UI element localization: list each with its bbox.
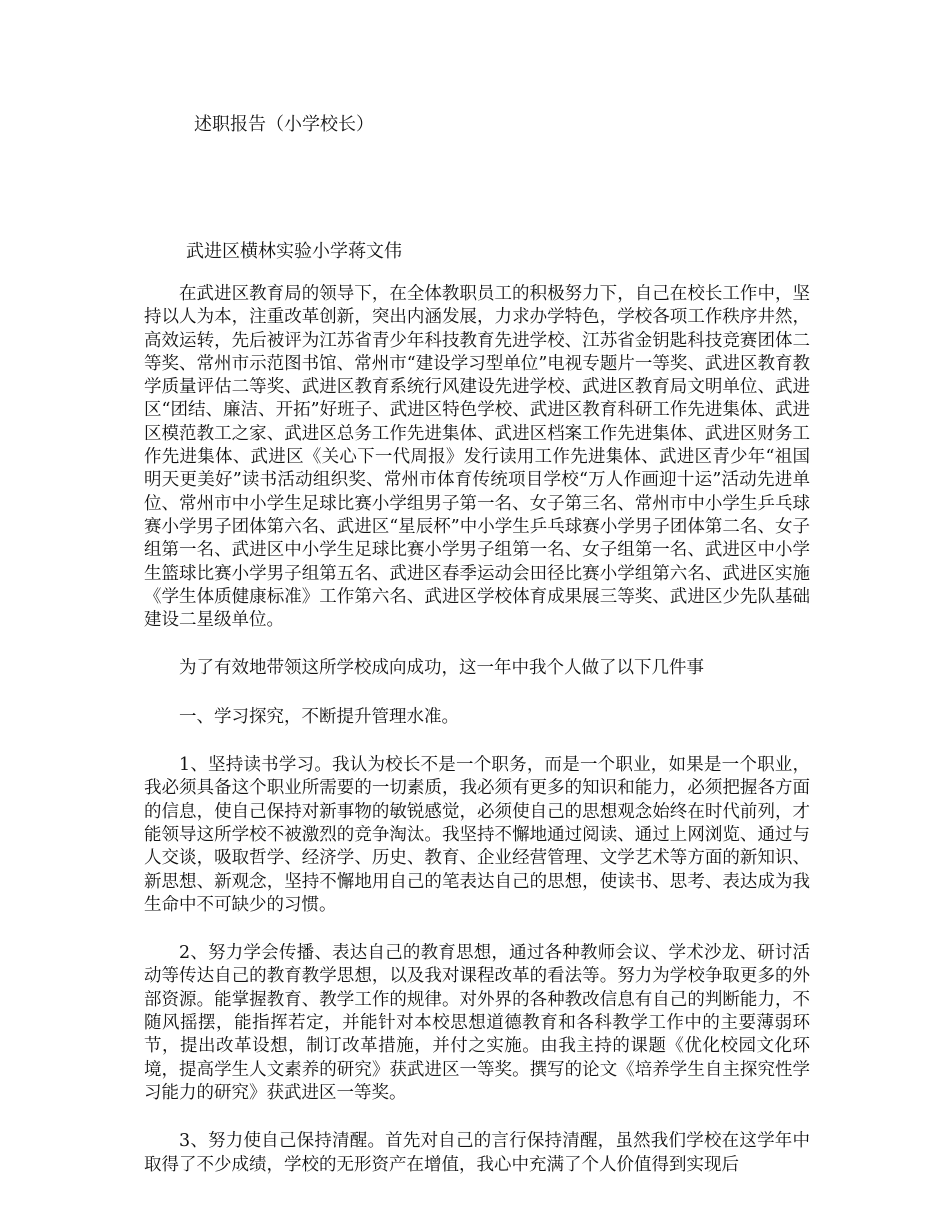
paragraph-item-3: 3、努力使自己保持清醒。首先对自己的言行保持清醒，虽然我们学校在这学年中取得了不少成绩，学校的无形资产在增值，我心中充满了个人价值得到实现后: [144, 1131, 810, 1175]
section-heading-1: 一、学习探究，不断提升管理水准。: [179, 706, 459, 727]
paragraph-summary: 为了有效地带领这所学校成向成功，这一年中我个人做了以下几件事: [179, 658, 704, 679]
paragraph-item-2: 2、努力学会传播、表达自己的教育思想，通过各种教师会议、学术沙龙、研讨活动等传达自己的教育教学思想，以及我对课程改革的看法等。努力为学校争取更多的外部资源。能掌握教育、教学工作的规律。对外界的各种教改信息有自己的判断能力，不随风摇摆，能指挥若定，并能针对本校思想道德教育和各科教学工作中的主要薄弱环节，提出改革设想，制订改革措施，并付之实施。由我主持的课题《优化校园文化环境，提高学生人文素养的研究》获武进区一等奖。撰写的论文《培养学生自主探究性学习能力的研究》获武进区一等奖。: [144, 943, 810, 1103]
document-body: [144, 283, 810, 1202]
document-title: 述职报告（小学校长）: [194, 114, 374, 135]
paragraph-intro: 在武进区教育局的领导下，在全体教职员工的积极努力下，自己在校长工作中，坚持以人为本，注重改革创新，突出内涵发展，力求办学特色，学校各项工作秩序井然，高效运转，先后被评为江苏省青少年科技教育先进学校、江苏省金钥匙科技竞赛团体二等奖、常州市示范图书馆、常州市“建设学习型单位”电视专题片一等奖、武进区教育教学质量评估二等奖、武进区教育系统行风建设先进学校、武进区教育局文明单位、武进区“团结、廉洁、开拓”好班子、武进区特色学校、武进区教育科研工作先进集体、武进区模范教工之家、武进区总务工作先进集体、武进区档案工作先进集体、武进区财务工作先进集体、武进区《关心下一代周报》发行读用工作先进集体、武进区青少年“祖国明天更美好”读书活动组织奖、常州市体育传统项目学校“万人作画迎十运”活动先进单位、常州市中小学生足球比赛小学组男子第一名、女子第三名、常州市中小学生乒乓球赛小学男子团体第六名、武进区“星辰杯”中小学生乒乓球赛小学男子团体第二名、女子组第一名、武进区中小学生足球比赛小学男子组第一名、女子组第一名、武进区中小学生篮球比赛小学男子组第五名、武进区春季运动会田径比赛小学组第六名、武进区实施《学生体质健康标准》工作第六名、武进区学校体育成果展三等奖、武进区少先队基础建设二星级单位。: [144, 284, 810, 631]
author-line: 武进区横林实验小学蒋文伟: [186, 241, 402, 262]
paragraph-item-1: 1、坚持读书学习。我认为校长不是一个职务，而是一个职业，如果是一个职业，我必须具备这个职业所需要的一切素质，我必须有更多的知识和能力，必须把握各方面的信息，使自己保持对新事物的敏锐感觉，必须使自己的思想观念始终在时代前列，才能领导这所学校不被激烈的竞争淘汰。我坚持不懈地通过阅读、通过上网浏览、通过与人交谈，吸取哲学、经济学、历史、教育、企业经营管理、文学艺术等方面的新知识、新思想、新观念，坚持不懈地用自己的笔表达自己的思想，使读书、思考、表达成为我生命中不可缺少的习惯。: [144, 755, 810, 915]
